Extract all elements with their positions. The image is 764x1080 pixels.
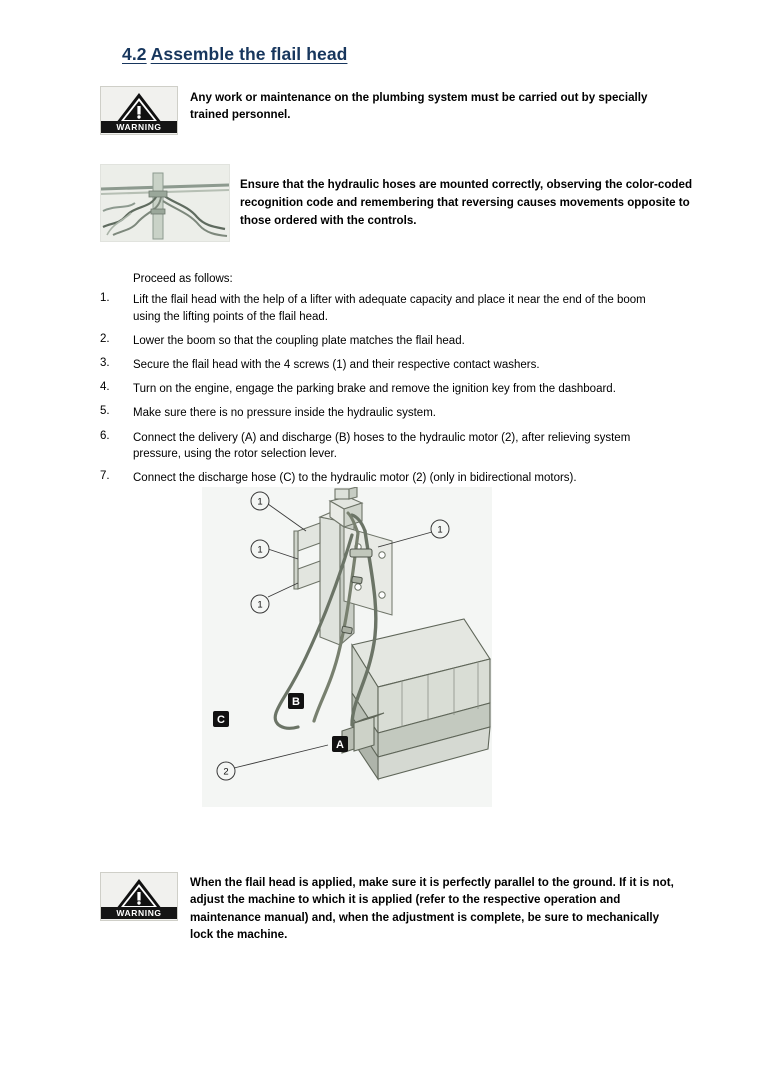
step-text: Lift the flail head with the help of a lifter with adequate capacity and place it near the end of the boom using the lifting points of the flail head. [133,294,646,323]
list-item [100,357,660,374]
step-number: 5. [100,405,110,418]
step-text: Connect the delivery (A) and discharge (B) hoses to the hydraulic motor (2), after relieving system pressure, using the rotor selection lever. [133,431,631,461]
warning-text-top: Any work or maintenance on the plumbing system must be carried out by specially trained personnel. [190,91,648,122]
step-number: 2. [100,332,110,345]
step-text: Turn on the engine, engage the parking brake and remove the ignition key from the dashboard. [133,383,616,396]
warning-badge [100,872,178,921]
step-text: Make sure there is no pressure inside the hydraulic system. [133,407,436,420]
figure-callout-label: 1 [257,544,263,556]
figure-callout-label: 1 [257,599,263,611]
warning-text-bottom: When the flail head is applied, make sure it is perfectly parallel to the ground. If it is not, adjust the machine to which it is applied (refer to the respective operation and maintenance manual) and, when the adjustment is complete, be sure to mechanically lock the machine. [190,876,674,942]
procedure-steps [100,292,660,495]
step-number: 3. [100,357,110,370]
list-item [100,405,660,422]
step-number: 6. [100,429,110,442]
warning-block-top [100,86,680,135]
list-item [100,430,660,463]
warning-badge-label: WARNING [101,907,177,920]
figure-marker-label: C [217,714,225,726]
figure-callout-label: 1 [257,496,263,508]
hose-diagram-icon [101,165,229,241]
warning-badge-label: WARNING [101,121,177,134]
flail-head-diagram [202,487,492,807]
step-number: 7. [100,470,110,483]
list-item [100,333,660,350]
hose-note-text: Ensure that the hydraulic hoses are mounted correctly, observing the color-coded recognition code and remembering that reversing causes movements opposite to those ordered with the controls. [240,178,693,227]
figure-marker-label: B [292,696,300,708]
list-item [100,470,660,487]
list-item [100,381,660,398]
warning-badge [100,86,178,135]
figure-callout-label: 2 [223,766,229,778]
figure-callout-label: 1 [437,524,443,536]
section-title: Assemble the flail head [150,44,348,64]
list-item [100,292,660,325]
procedure-intro: Proceed as follows: [133,273,233,285]
hydraulic-hoses-illustration [100,164,230,242]
step-text: Lower the boom so that the coupling plate matches the flail head. [133,334,465,347]
figure-marker-label: A [336,739,344,751]
page-title [122,44,347,65]
step-number: 1. [100,292,110,304]
flail-head-assembly-figure [202,487,492,807]
step-number: 4. [100,381,110,394]
hose-note-block [100,164,700,242]
section-number: 4.2 [122,44,147,64]
step-text: Secure the flail head with the 4 screws (1) and their respective contact washers. [133,359,540,372]
warning-block-bottom [100,872,700,944]
step-text: Connect the discharge hose (C) to the hydraulic motor (2) (only in bidirectional motors). [133,472,577,485]
